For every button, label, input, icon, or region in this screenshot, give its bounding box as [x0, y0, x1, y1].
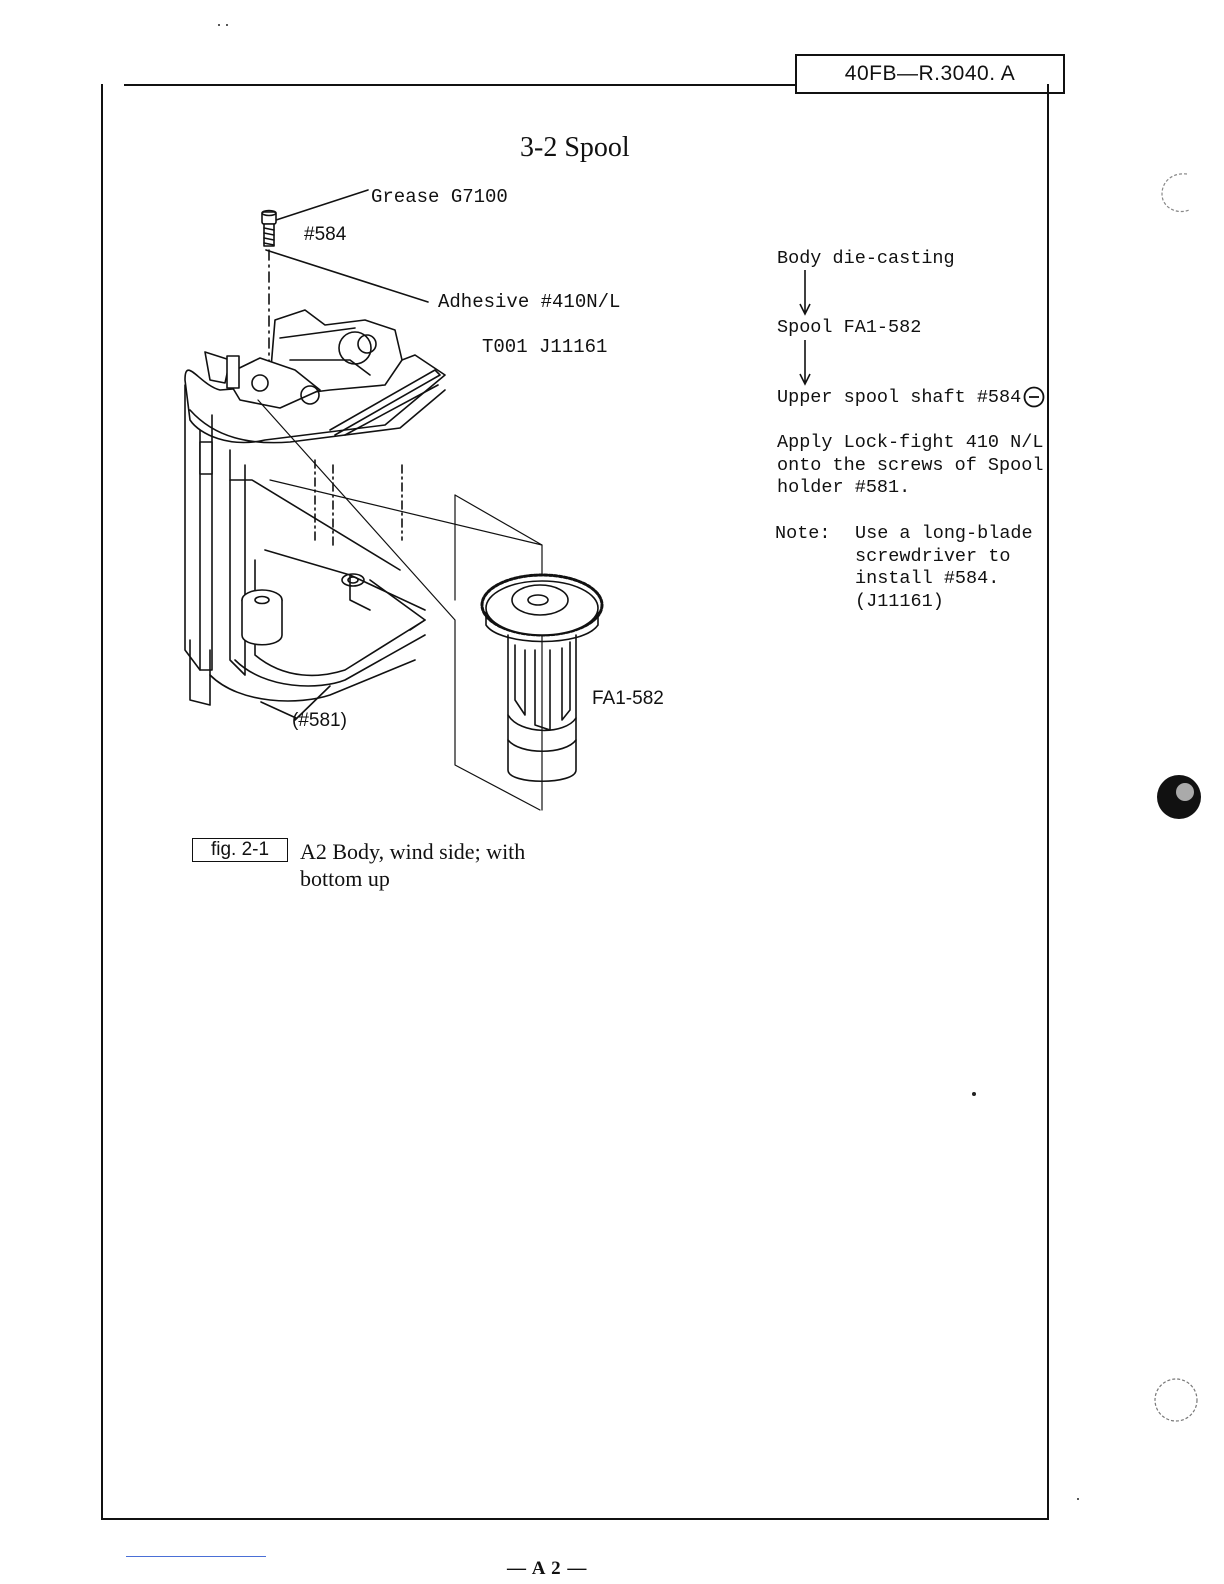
note-line-4: (J11161): [855, 590, 944, 612]
down-arrow-icon: [799, 270, 811, 316]
step-upper-spool-shaft-text: Upper spool shaft #584: [777, 386, 1022, 408]
tool-label: T001 J11161: [482, 336, 608, 358]
note-line-3: install #584.: [855, 568, 1000, 589]
holder-label: (#581): [292, 710, 347, 731]
caption-line-2: bottom up: [300, 866, 390, 891]
minus-circle-icon: [1023, 386, 1045, 408]
scan-speck: [218, 24, 220, 26]
step-upper-spool-shaft: [777, 386, 1045, 408]
spool-assembly-drawing: [170, 180, 730, 840]
part-584-label: #584: [304, 224, 347, 245]
down-arrow-icon: [799, 340, 811, 386]
scan-speck: [972, 1092, 976, 1096]
punch-hole-top: [1155, 168, 1195, 218]
scan-speck: [226, 24, 228, 26]
punch-hole-bottom: [1150, 1374, 1202, 1426]
apply-line-3: holder #581.: [777, 477, 911, 498]
apply-line-2: onto the screws of Spool: [777, 454, 1044, 476]
section-title: 3-2 Spool: [520, 132, 630, 163]
frame-top-left: [124, 84, 797, 86]
apply-instruction: [777, 432, 1043, 500]
caption-line-1: A2 Body, wind side; with: [300, 839, 526, 864]
apply-line-1: Apply Lock-fight 410 N/L: [777, 432, 1044, 453]
bottom-rule: [126, 1556, 266, 1557]
note-line-1: Use a long-blade: [855, 523, 1033, 544]
note-line-2: screwdriver to: [855, 545, 1011, 567]
step-body-die-casting: Body die-casting: [777, 248, 955, 269]
figure-label: fig. 2-1: [192, 838, 288, 862]
page-number: — A 2 —: [507, 1558, 588, 1579]
step-spool: Spool FA1-582: [777, 317, 922, 338]
note-body: [855, 523, 1033, 613]
note-label: Note:: [775, 523, 831, 544]
scan-speck: [1077, 1498, 1079, 1500]
punch-hole-middle: [1152, 770, 1202, 824]
adhesive-label: Adhesive #410N/L: [438, 291, 621, 313]
spool-part-label: FA1-582: [592, 688, 664, 709]
screw-584-shape: [262, 211, 276, 247]
grease-label: Grease G7100: [371, 186, 508, 208]
document-code: 40FB—R.3040. A: [795, 54, 1065, 94]
figure-caption: [300, 838, 525, 892]
